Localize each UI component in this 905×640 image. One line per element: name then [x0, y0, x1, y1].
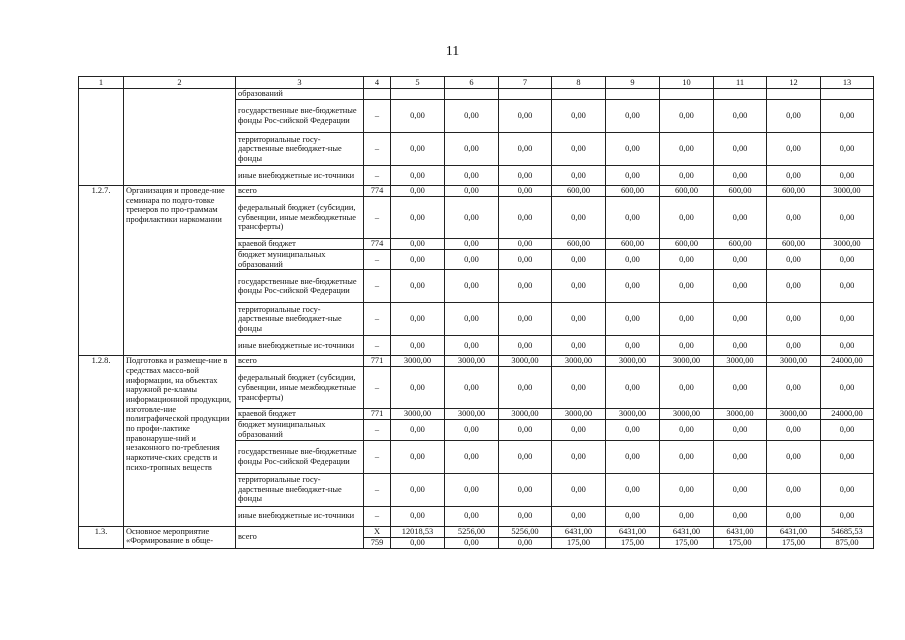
amount-cell: 0,00	[445, 336, 499, 356]
amount-cell: 0,00	[714, 270, 767, 303]
amount-cell: 0,00	[606, 420, 660, 440]
amount-cell: 0,00	[445, 420, 499, 440]
funding-source: государственные вне-бюджетные фонды Рос-сийской Федерации	[236, 270, 364, 303]
amount-cell: 0,00	[391, 133, 445, 166]
amount-cell: 0,00	[660, 473, 714, 506]
amount-cell: 0,00	[767, 303, 821, 336]
item-number: 1.2.7.	[79, 186, 124, 356]
amount-cell: 0,00	[391, 270, 445, 303]
budget-code: 774	[364, 186, 391, 197]
amount-cell: 0,00	[445, 186, 499, 197]
amount-cell: 0,00	[821, 197, 874, 239]
amount-cell: 600,00	[606, 239, 660, 250]
amount-cell: 600,00	[606, 186, 660, 197]
amount-cell: 0,00	[660, 166, 714, 186]
amount-cell: 0,00	[445, 250, 499, 270]
amount-cell: 3000,00	[499, 409, 552, 420]
amount-cell: 0,00	[552, 270, 606, 303]
amount-cell: 0,00	[391, 473, 445, 506]
amount-cell: 0,00	[606, 336, 660, 356]
budget-code	[364, 89, 391, 100]
header-cell: 12	[767, 77, 821, 89]
budget-code: –	[364, 303, 391, 336]
budget-code: 774	[364, 239, 391, 250]
amount-cell: 0,00	[499, 133, 552, 166]
amount-cell: 0,00	[552, 250, 606, 270]
amount-cell: 24000,00	[821, 409, 874, 420]
item-title: Основное мероприятие «Формирование в обще-	[124, 526, 236, 548]
amount-cell: 0,00	[821, 303, 874, 336]
amount-cell	[552, 89, 606, 100]
funding-source: иные внебюджетные ис-точники	[236, 506, 364, 526]
amount-cell: 0,00	[499, 186, 552, 197]
amount-cell: 175,00	[660, 537, 714, 548]
amount-cell: 12018,53	[391, 526, 445, 537]
item-number	[79, 89, 124, 186]
amount-cell: 0,00	[391, 506, 445, 526]
header-cell: 10	[660, 77, 714, 89]
budget-code: –	[364, 440, 391, 473]
amount-cell: 3000,00	[767, 409, 821, 420]
amount-cell: 0,00	[714, 166, 767, 186]
amount-cell: 0,00	[552, 473, 606, 506]
amount-cell: 0,00	[821, 166, 874, 186]
amount-cell: 0,00	[391, 420, 445, 440]
funding-source: образований	[236, 89, 364, 100]
amount-cell: 0,00	[714, 197, 767, 239]
amount-cell: 0,00	[606, 100, 660, 133]
amount-cell: 600,00	[767, 186, 821, 197]
amount-cell: 0,00	[660, 100, 714, 133]
amount-cell: 0,00	[499, 420, 552, 440]
amount-cell: 0,00	[821, 336, 874, 356]
amount-cell: 175,00	[767, 537, 821, 548]
amount-cell: 0,00	[552, 367, 606, 409]
amount-cell: 0,00	[552, 100, 606, 133]
header-cell: 11	[714, 77, 767, 89]
funding-source: бюджет муниципальных образований	[236, 250, 364, 270]
funding-source: территориальные госу-дарственные внебюджет-ные фонды	[236, 303, 364, 336]
budget-code: –	[364, 367, 391, 409]
amount-cell: 0,00	[499, 367, 552, 409]
budget-code: 759	[364, 537, 391, 548]
amount-cell: 600,00	[660, 186, 714, 197]
amount-cell: 0,00	[391, 166, 445, 186]
amount-cell: 3000,00	[445, 409, 499, 420]
amount-cell: 0,00	[821, 133, 874, 166]
amount-cell: 0,00	[821, 440, 874, 473]
header-cell: 2	[124, 77, 236, 89]
funding-source: государственные вне-бюджетные фонды Рос-сийской Федерации	[236, 100, 364, 133]
amount-cell: 0,00	[499, 336, 552, 356]
amount-cell: 0,00	[767, 166, 821, 186]
funding-source: территориальные госу-дарственные внебюджет-ные фонды	[236, 133, 364, 166]
amount-cell: 5256,00	[445, 526, 499, 537]
amount-cell: 0,00	[660, 250, 714, 270]
amount-cell: 0,00	[660, 133, 714, 166]
amount-cell: 0,00	[391, 100, 445, 133]
amount-cell: 0,00	[445, 239, 499, 250]
amount-cell: 0,00	[499, 440, 552, 473]
amount-cell: 175,00	[606, 537, 660, 548]
amount-cell: 5256,00	[499, 526, 552, 537]
amount-cell: 0,00	[606, 473, 660, 506]
amount-cell: 0,00	[445, 100, 499, 133]
amount-cell: 0,00	[767, 133, 821, 166]
budget-code: –	[364, 133, 391, 166]
amount-cell: 0,00	[821, 506, 874, 526]
amount-cell: 0,00	[606, 166, 660, 186]
amount-cell: 0,00	[391, 336, 445, 356]
amount-cell: 0,00	[552, 506, 606, 526]
item-title: Организация и проведе-ние семинара по подго-товке тренеров по про-граммам профилактики наркомании	[124, 186, 236, 356]
funding-source: всего	[236, 526, 364, 548]
amount-cell: 0,00	[821, 473, 874, 506]
amount-cell: 0,00	[714, 440, 767, 473]
amount-cell: 0,00	[660, 367, 714, 409]
amount-cell: 0,00	[660, 506, 714, 526]
funding-source: всего	[236, 356, 364, 367]
amount-cell	[445, 89, 499, 100]
amount-cell: 0,00	[660, 303, 714, 336]
header-cell: 9	[606, 77, 660, 89]
budget-code: –	[364, 506, 391, 526]
header-cell: 3	[236, 77, 364, 89]
amount-cell: 0,00	[767, 336, 821, 356]
header-cell: 5	[391, 77, 445, 89]
amount-cell: 0,00	[445, 303, 499, 336]
amount-cell: 24000,00	[821, 356, 874, 367]
funding-source: территориальные госу-дарственные внебюджет-ные фонды	[236, 473, 364, 506]
amount-cell: 0,00	[445, 506, 499, 526]
amount-cell: 0,00	[445, 440, 499, 473]
amount-cell: 0,00	[552, 166, 606, 186]
amount-cell: 0,00	[660, 270, 714, 303]
amount-cell: 3000,00	[606, 356, 660, 367]
amount-cell: 0,00	[552, 197, 606, 239]
amount-cell: 0,00	[606, 250, 660, 270]
amount-cell: 0,00	[445, 166, 499, 186]
budget-code: 771	[364, 356, 391, 367]
amount-cell: 0,00	[714, 367, 767, 409]
header-cell: 13	[821, 77, 874, 89]
amount-cell: 0,00	[606, 197, 660, 239]
amount-cell	[499, 89, 552, 100]
amount-cell: 0,00	[714, 133, 767, 166]
budget-code: –	[364, 100, 391, 133]
amount-cell: 6431,00	[660, 526, 714, 537]
amount-cell: 3000,00	[821, 186, 874, 197]
amount-cell: 0,00	[391, 367, 445, 409]
amount-cell: 0,00	[391, 537, 445, 548]
amount-cell: 0,00	[499, 473, 552, 506]
amount-cell: 0,00	[499, 197, 552, 239]
header-row	[79, 77, 874, 89]
amount-cell: 0,00	[714, 100, 767, 133]
budget-code: –	[364, 473, 391, 506]
table-row	[79, 526, 874, 537]
amount-cell: 0,00	[499, 100, 552, 133]
funding-source: краевой бюджет	[236, 239, 364, 250]
table-row	[79, 89, 874, 100]
amount-cell: 0,00	[767, 420, 821, 440]
page-number: 11	[445, 44, 460, 59]
amount-cell: 3000,00	[499, 356, 552, 367]
amount-cell: 0,00	[606, 303, 660, 336]
budget-code: –	[364, 336, 391, 356]
amount-cell: 0,00	[391, 239, 445, 250]
amount-cell: 0,00	[499, 303, 552, 336]
amount-cell: 0,00	[552, 420, 606, 440]
funding-source: бюджет муниципальных образований	[236, 420, 364, 440]
funding-source: всего	[236, 186, 364, 197]
amount-cell: 3000,00	[606, 409, 660, 420]
header-cell: 1	[79, 77, 124, 89]
amount-cell: 0,00	[499, 250, 552, 270]
funding-source: федеральный бюджет (субсидии, субвенции, иные межбюджетные трансферты)	[236, 367, 364, 409]
amount-cell: 0,00	[499, 537, 552, 548]
amount-cell: 175,00	[714, 537, 767, 548]
amount-cell: 0,00	[391, 440, 445, 473]
amount-cell: 0,00	[445, 133, 499, 166]
amount-cell: 0,00	[660, 440, 714, 473]
amount-cell: 3000,00	[391, 409, 445, 420]
amount-cell	[767, 89, 821, 100]
funding-source: государственные вне-бюджетные фонды Рос-сийской Федерации	[236, 440, 364, 473]
amount-cell: 875,00	[821, 537, 874, 548]
amount-cell: 0,00	[767, 440, 821, 473]
amount-cell: 175,00	[552, 537, 606, 548]
amount-cell: 0,00	[499, 239, 552, 250]
amount-cell: 6431,00	[767, 526, 821, 537]
amount-cell: 3000,00	[391, 356, 445, 367]
amount-cell: 3000,00	[660, 409, 714, 420]
amount-cell: 0,00	[821, 420, 874, 440]
table-row	[79, 356, 874, 367]
amount-cell: 600,00	[714, 239, 767, 250]
amount-cell: 0,00	[445, 367, 499, 409]
funding-source: иные внебюджетные ис-точники	[236, 336, 364, 356]
header-cell: 6	[445, 77, 499, 89]
amount-cell: 600,00	[552, 186, 606, 197]
amount-cell: 0,00	[660, 336, 714, 356]
amount-cell: 0,00	[552, 303, 606, 336]
amount-cell: 0,00	[767, 367, 821, 409]
amount-cell: 0,00	[445, 270, 499, 303]
table-row	[79, 186, 874, 197]
amount-cell: 0,00	[445, 473, 499, 506]
amount-cell: 0,00	[445, 537, 499, 548]
amount-cell: 0,00	[767, 100, 821, 133]
amount-cell: 0,00	[767, 197, 821, 239]
amount-cell: 0,00	[767, 473, 821, 506]
budget-code: –	[364, 166, 391, 186]
amount-cell: 0,00	[714, 303, 767, 336]
funding-source: краевой бюджет	[236, 409, 364, 420]
amount-cell: 0,00	[821, 250, 874, 270]
header-cell: 4	[364, 77, 391, 89]
amount-cell: 0,00	[821, 100, 874, 133]
amount-cell: 3000,00	[445, 356, 499, 367]
amount-cell	[821, 89, 874, 100]
amount-cell: 0,00	[767, 250, 821, 270]
amount-cell: 0,00	[552, 440, 606, 473]
amount-cell: 6431,00	[606, 526, 660, 537]
budget-code: –	[364, 250, 391, 270]
budget-code: –	[364, 197, 391, 239]
amount-cell: 0,00	[445, 197, 499, 239]
amount-cell: 54685,53	[821, 526, 874, 537]
amount-cell: 0,00	[767, 506, 821, 526]
amount-cell: 0,00	[767, 270, 821, 303]
amount-cell: 0,00	[714, 250, 767, 270]
amount-cell: 0,00	[714, 336, 767, 356]
amount-cell	[714, 89, 767, 100]
amount-cell: 3000,00	[714, 356, 767, 367]
header-cell: 8	[552, 77, 606, 89]
amount-cell: 0,00	[821, 270, 874, 303]
amount-cell: 0,00	[552, 133, 606, 166]
amount-cell: 3000,00	[552, 409, 606, 420]
amount-cell: 0,00	[499, 506, 552, 526]
item-number: 1.2.8.	[79, 356, 124, 526]
amount-cell: 600,00	[767, 239, 821, 250]
amount-cell: 3000,00	[714, 409, 767, 420]
amount-cell: 3000,00	[660, 356, 714, 367]
amount-cell	[606, 89, 660, 100]
amount-cell: 600,00	[714, 186, 767, 197]
item-number: 1.3.	[79, 526, 124, 548]
amount-cell: 600,00	[660, 239, 714, 250]
amount-cell: 0,00	[660, 197, 714, 239]
amount-cell: 3000,00	[552, 356, 606, 367]
amount-cell: 0,00	[499, 270, 552, 303]
budget-code: Х	[364, 526, 391, 537]
amount-cell: 0,00	[660, 420, 714, 440]
amount-cell: 0,00	[552, 336, 606, 356]
budget-code: –	[364, 420, 391, 440]
item-title: Подготовка и размеще-ние в средствах массо-вой информации, на объектах наружной ре-кламы информационной продукции, изготовле-ние полиграфической продукции по профи-лактике правонаруше-ний и незаконного по-требления наркотиче-ских средств и психо-тропных веществ	[124, 356, 236, 526]
budget-code: 771	[364, 409, 391, 420]
amount-cell: 0,00	[606, 270, 660, 303]
amount-cell: 600,00	[552, 239, 606, 250]
amount-cell: 0,00	[606, 133, 660, 166]
amount-cell: 3000,00	[821, 239, 874, 250]
amount-cell: 0,00	[391, 186, 445, 197]
budget-code: –	[364, 270, 391, 303]
amount-cell: 0,00	[606, 440, 660, 473]
amount-cell: 0,00	[606, 506, 660, 526]
amount-cell: 0,00	[714, 473, 767, 506]
amount-cell	[391, 89, 445, 100]
header-cell: 7	[499, 77, 552, 89]
budget-table	[78, 76, 874, 549]
amount-cell: 0,00	[606, 367, 660, 409]
amount-cell	[660, 89, 714, 100]
funding-source: иные внебюджетные ис-точники	[236, 166, 364, 186]
amount-cell: 0,00	[391, 303, 445, 336]
amount-cell: 6431,00	[714, 526, 767, 537]
amount-cell: 0,00	[821, 367, 874, 409]
amount-cell: 0,00	[714, 506, 767, 526]
amount-cell: 0,00	[714, 420, 767, 440]
funding-source: федеральный бюджет (субсидии, субвенции, иные межбюджетные трансферты)	[236, 197, 364, 239]
amount-cell: 3000,00	[767, 356, 821, 367]
amount-cell: 0,00	[499, 166, 552, 186]
amount-cell: 0,00	[391, 250, 445, 270]
item-title	[124, 89, 236, 186]
amount-cell: 0,00	[391, 197, 445, 239]
amount-cell: 6431,00	[552, 526, 606, 537]
